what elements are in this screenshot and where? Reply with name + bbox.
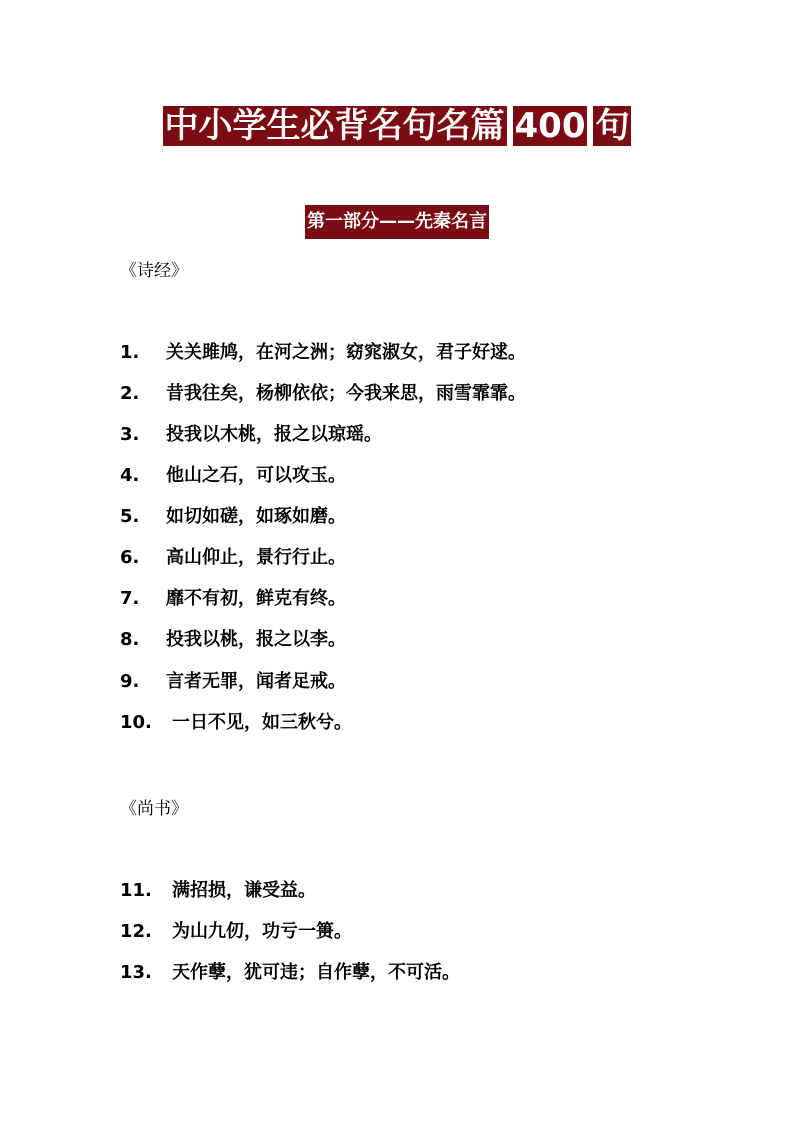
quote-item: [120, 625, 346, 651]
quote-item: [120, 917, 352, 943]
quote-text: 如切如磋，如琢如磨。: [166, 506, 346, 527]
quote-text: 满招损，谦受益。: [172, 880, 316, 901]
quote-text: 关关雎鸠，在河之洲；窈窕淑女，君子好逑。: [166, 342, 526, 363]
quote-number: 5.: [120, 506, 140, 527]
quote-number: 12.: [120, 921, 152, 942]
quote-text: 他山之石，可以攻玉。: [166, 465, 346, 486]
quote-text: 言者无罪，闻者足戒。: [166, 671, 346, 692]
quote-number: 6.: [120, 547, 140, 568]
quote-item: [120, 461, 346, 487]
quote-text: 投我以桃，报之以李。: [166, 629, 346, 650]
title-number: 400: [514, 106, 586, 146]
quote-number: 2.: [120, 383, 140, 404]
quote-number: 4.: [120, 465, 140, 486]
quote-number: 7.: [120, 588, 140, 609]
quote-item: [120, 420, 382, 446]
title-suffix: 句: [595, 106, 630, 146]
quote-item: [120, 543, 346, 569]
quote-number: 11.: [120, 880, 152, 901]
quote-item: [120, 502, 346, 528]
quote-text: 投我以木桃，报之以琼瑶。: [166, 424, 382, 445]
quote-item: [120, 338, 526, 364]
quote-text: 昔我往矣，杨柳依依；今我来思，雨雪霏霏。: [166, 383, 526, 404]
quote-item: [120, 958, 460, 984]
quote-item: [120, 876, 316, 902]
quote-number: 3.: [120, 424, 140, 445]
quote-text: 为山九仞，功亏一篑。: [172, 921, 352, 942]
title-container: [0, 97, 794, 155]
quote-number: 10.: [120, 712, 152, 733]
quote-text: 靡不有初，鲜克有终。: [166, 588, 346, 609]
quote-item: [120, 379, 526, 405]
title-text: 中小学生必背名句名篇: [164, 106, 505, 146]
section-subtitle: 第一部分——先秦名言: [305, 205, 489, 239]
quote-number: 13.: [120, 962, 152, 983]
quote-number: 8.: [120, 629, 140, 650]
quote-number: 1.: [120, 342, 140, 363]
quote-item: [120, 584, 346, 610]
book-heading-shijing: 《诗经》: [120, 261, 188, 281]
subtitle-container: [0, 205, 794, 239]
quote-text: 天作孽，犹可违；自作孽，不可活。: [172, 962, 460, 983]
book-heading-shangshu: 《尚书》: [120, 799, 188, 819]
quote-item: [120, 708, 352, 734]
quote-item: [120, 667, 346, 693]
quote-text: 高山仰止，景行行止。: [166, 547, 346, 568]
quote-number: 9.: [120, 671, 140, 692]
quote-text: 一日不见，如三秋兮。: [172, 712, 352, 733]
page-title: [163, 97, 632, 155]
